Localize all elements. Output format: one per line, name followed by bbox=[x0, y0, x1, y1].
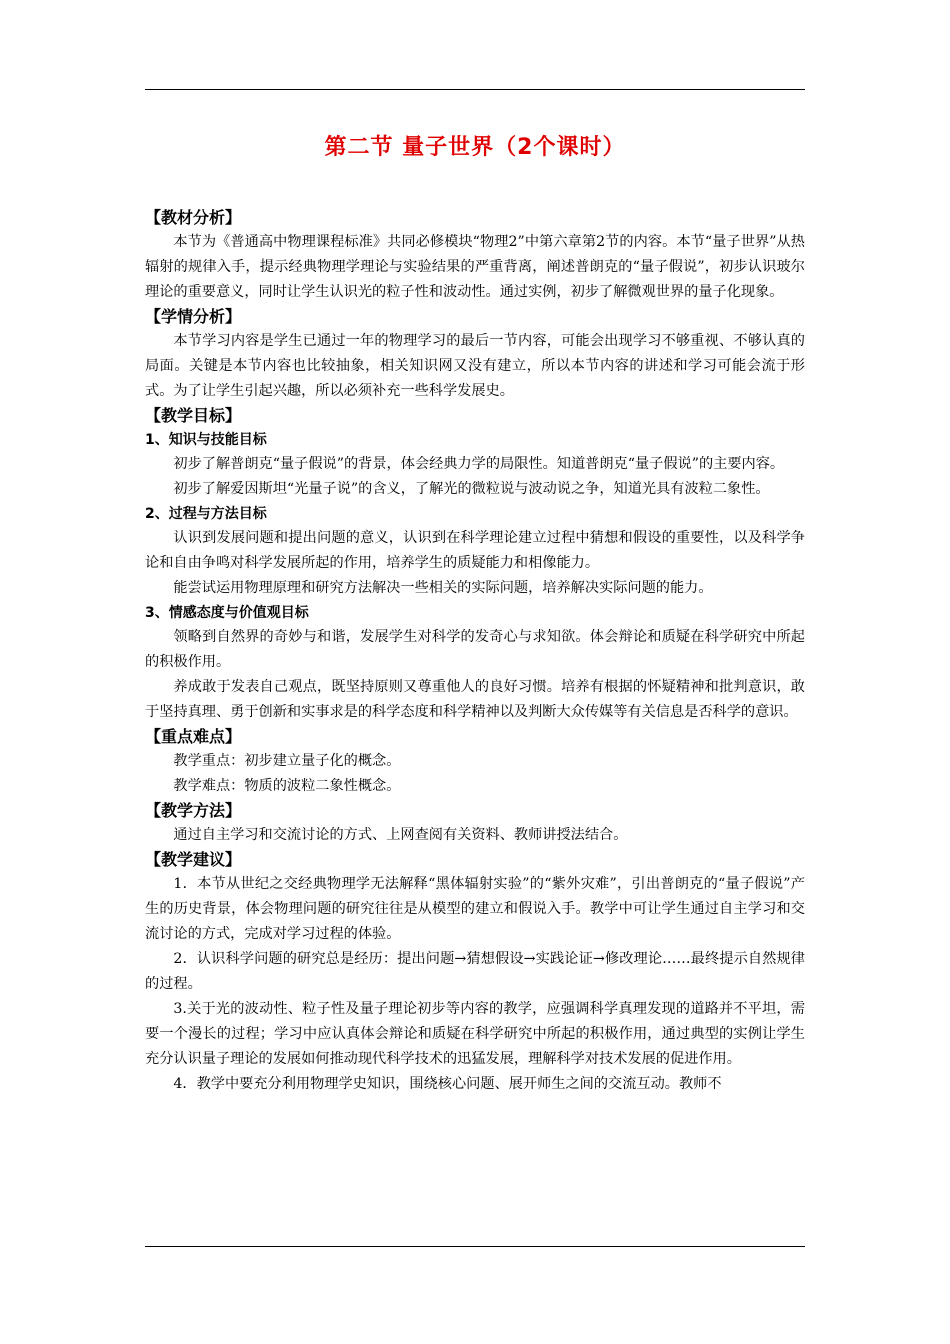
document-body bbox=[145, 128, 805, 1097]
paragraph: 领略到自然界的奇妙与和谐，发展学生对科学的发奇心与求知欲。体会辩论和质疑在科学研究中所起的积极作用。 bbox=[145, 629, 805, 670]
section-heading-teaching-suggestions: 【教学建议】 bbox=[145, 850, 242, 869]
section-heading-textbook-analysis: 【教材分析】 bbox=[145, 208, 242, 227]
paragraph: 3.关于光的波动性、粒子性及量子理论初步等内容的教学，应强调科学真理发现的道路并不平坦，需要一个漫长的过程；学习中应认真体会辩论和质疑在科学研究中所起的积极作用，通过典型的实例让学生充分认识量子理论的发展如何推动现代科学技术的迅猛发展，理解科学对技术发展的促进作用。 bbox=[145, 1001, 805, 1067]
paragraph: 本节学习内容是学生已通过一年的物理学习的最后一节内容，可能会出现学习不够重视、不够认真的局面。关键是本节内容也比较抽象，相关知识网又没有建立，所以本节内容的讲述和学习可能会流于形式。为了让学生引起兴趣，所以必须补充一些科学发展史。 bbox=[145, 333, 805, 399]
subheading-attitudes-values: 3、情感态度与价值观目标 bbox=[145, 605, 309, 621]
footer-rule bbox=[145, 1246, 805, 1247]
section-heading-key-difficult-points: 【重点难点】 bbox=[145, 727, 242, 746]
section-heading-learner-analysis: 【学情分析】 bbox=[145, 307, 242, 326]
paragraph: 初步了解爱因斯坦“光量子说”的含义，了解光的微粒说与波动说之争，知道光具有波粒二象性。 bbox=[173, 481, 770, 497]
subheading-knowledge-skills: 1、知识与技能目标 bbox=[145, 432, 267, 448]
subheading-process-methods: 2、过程与方法目标 bbox=[145, 506, 267, 522]
section-heading-teaching-goals: 【教学目标】 bbox=[145, 406, 242, 425]
header-rule bbox=[145, 89, 805, 90]
paragraph: 认识到发展问题和提出问题的意义，认识到在科学理论建立过程中猜想和假设的重要性，以及科学争论和自由争鸣对科学发展所起的作用，培养学生的质疑能力和相像能力。 bbox=[145, 530, 805, 571]
paragraph: 养成敢于发表自己观点，既坚持原则又尊重他人的良好习惯。培养有根据的怀疑精神和批判意识，敢于坚持真理、勇于创新和实事求是的科学态度和科学精神以及判断大众传媒等有关信息是否科学的意识。 bbox=[145, 679, 805, 720]
paragraph: 4．教学中要充分利用物理学史知识，围绕核心问题、展开师生之间的交流互动。教师不 bbox=[173, 1076, 722, 1092]
paragraph: 本节为《普通高中物理课程标准》共同必修模块“物理2”中第六章第2节的内容。本节“量子世界”从热辐射的规律入手，提示经典物理学理论与实验结果的严重背离，阐述普朗克的“量子假说”，初步认识玻尔理论的重要意义，同时让学生认识光的粒子性和波动性。通过实例，初步了解微观世界的量子化现象。 bbox=[145, 234, 805, 300]
paragraph: 1．本节从世纪之交经典物理学无法解释“黑体辐射实验”的“紫外灾难”，引出普朗克的“量子假说”产生的历史背景，体会物理问题的研究往往是从模型的建立和假说入手。教学中可让学生通过自主学习和交流讨论的方式，完成对学习过程的体验。 bbox=[145, 876, 805, 942]
paragraph: 能尝试运用物理原理和研究方法解决一些相关的实际问题，培养解决实际问题的能力。 bbox=[173, 580, 713, 596]
paragraph: 教学难点：物质的波粒二象性概念。 bbox=[173, 778, 401, 794]
paragraph: 教学重点：初步建立量子化的概念。 bbox=[173, 753, 401, 769]
paragraph: 初步了解普朗克“量子假说”的背景，体会经典力学的局限性。知道普朗克“量子假说”的主要内容。 bbox=[173, 456, 785, 472]
paragraph: 通过自主学习和交流讨论的方式、上网查阅有关资料、教师讲授法结合。 bbox=[173, 827, 628, 843]
page-title: 第二节 量子世界（2个课时） bbox=[324, 135, 626, 160]
section-heading-teaching-methods: 【教学方法】 bbox=[145, 801, 242, 820]
paragraph: 2．认识科学问题的研究总是经历：提出问题→猜想假设→实践论证→修改理论……最终提示自然规律的过程。 bbox=[145, 951, 805, 992]
